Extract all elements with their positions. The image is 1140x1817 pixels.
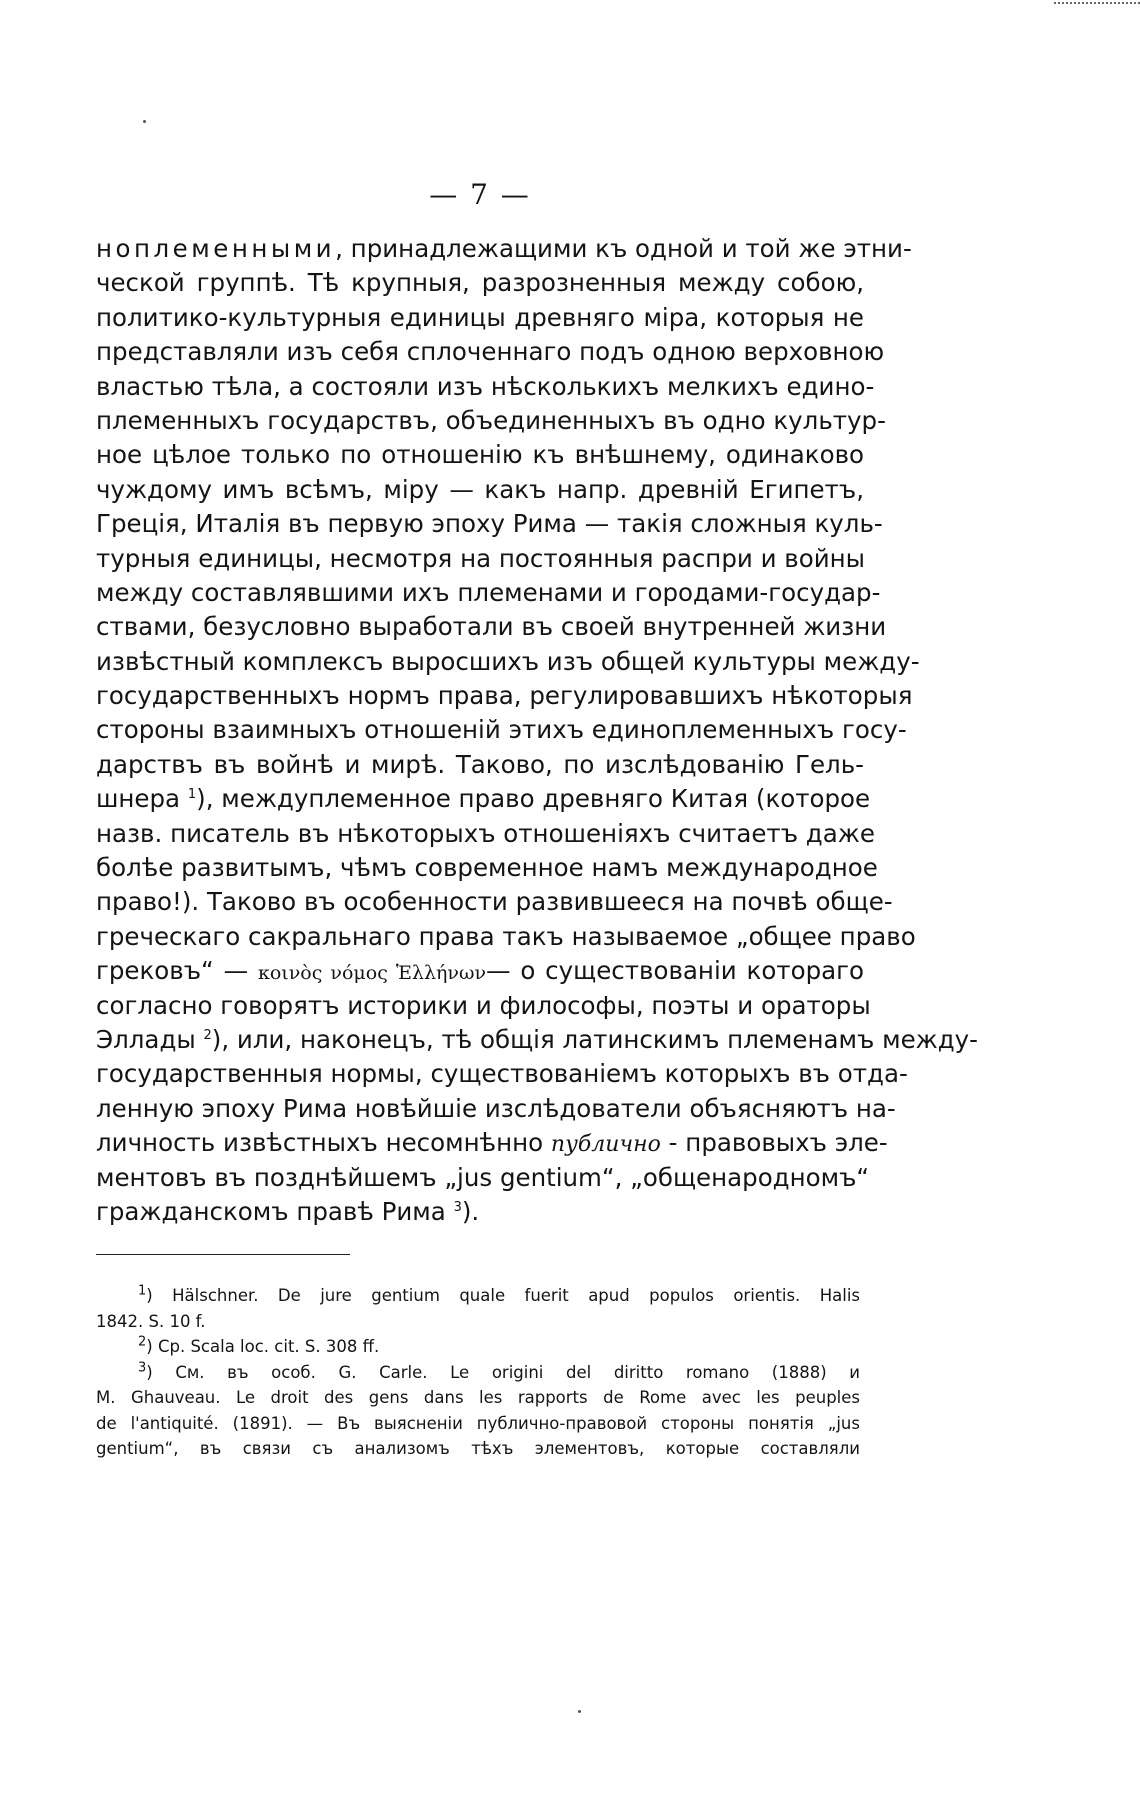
footnote-line [96, 1360, 860, 1386]
scan-speck [578, 1710, 581, 1713]
text-segment: - правовыхъ эле- [660, 1128, 888, 1158]
text-line: право!). Таково въ особенности развившееся на почвѣ обще- [96, 887, 893, 917]
main-text [96, 232, 978, 1229]
text-segment: личность извѣстныхъ несомнѣнно [96, 1128, 551, 1158]
footnote-line [96, 1334, 860, 1360]
text-line: стороны взаимныхъ отношеній этихъ единоплеменныхъ госу- [96, 715, 907, 745]
footnote-reference: 3 [453, 1199, 462, 1215]
italic-word: публично [550, 1132, 661, 1158]
footnote-text: ) Cp. Scala loc. cit. S. 308 ff. [146, 1337, 380, 1356]
footnote-reference: 2 [203, 1027, 212, 1043]
text-line: дарствъ въ войнѣ и мирѣ. Таково, по изслѣдованію Гель- [96, 749, 864, 779]
text-line: политико-культурныя единицы древняго міра, которыя не [96, 302, 864, 332]
footnote-marker: 2 [138, 1334, 147, 1350]
text-line [96, 1195, 864, 1229]
text-segment: , принадлежащими къ одной и той же этни- [335, 234, 912, 263]
footnote-line [96, 1436, 860, 1462]
text-line: ное цѣлое только по отношенію къ внѣшнему, одинаково [96, 440, 864, 470]
footnote-line [96, 1283, 860, 1309]
footnotes [96, 1283, 860, 1462]
text-line: племенныхъ государствъ, объединенныхъ въ одно культур- [96, 405, 886, 435]
text-line [96, 1023, 978, 1057]
page-number: — 7 — [429, 178, 531, 211]
text-line: властью тѣла, а состояли изъ нѣсколькихъ мелкихъ едино- [96, 371, 875, 401]
text-line: чуждому имъ всѣмъ, міру — какъ напр. древній Египетъ, [96, 474, 864, 504]
text-line: извѣстный комплексъ выросшихъ изъ общей культуры между- [96, 646, 920, 676]
footnote-text: M. Ghauveau. Le droit des gens dans les rapports de Rome avec les peuples [96, 1388, 860, 1407]
text-line: ческой группѣ. Тѣ крупныя, разрозненныя между собою, [96, 268, 864, 298]
text-segment: — о существованіи котораго [486, 956, 864, 986]
text-line: Греція, Италія въ первую эпоху Рима — такія сложныя куль- [96, 509, 883, 539]
text-segment: шнера [96, 784, 188, 814]
text-line: между составлявшими ихъ племенами и городами-государ- [96, 577, 881, 607]
text-segment: ), или, наконецъ, тѣ общія латинскимъ племенамъ между- [211, 1024, 978, 1054]
text-line: ствами, безусловно выработали въ своей внутренней жизни [96, 612, 887, 642]
footnote-line [96, 1385, 860, 1411]
footnote-divider [96, 1254, 350, 1255]
footnote-reference: 1 [187, 787, 197, 803]
spaced-word: ноплеменными [96, 234, 336, 263]
footnote-text: de l'antiquité. (1891). — Въ выясненіи публично-правовой стороны понятія „jus [96, 1413, 860, 1433]
text-segment: ), междуплеменное право древняго Китая (которое [196, 784, 871, 814]
text-line: болѣе развитымъ, чѣмъ современное намъ международное [96, 853, 878, 883]
text-segment: гражданскомъ правѣ Рима [96, 1196, 454, 1226]
footnote-line [96, 1309, 860, 1335]
scan-speck [143, 120, 146, 123]
text-line [96, 782, 871, 816]
text-segment: Эллады [96, 1024, 204, 1054]
text-line [96, 1126, 888, 1160]
text-segment: грековъ“ — [96, 956, 258, 986]
text-line: представляли изъ себя сплоченнаго подъ одною верховною [96, 337, 885, 367]
footnote-text: ) См. въ особ. G. Carle. Le origini del diritto romano (1888) и [146, 1362, 860, 1382]
footnote-text: 1842. S. 10 f. [96, 1311, 206, 1331]
text-line: турныя единицы, несмотря на постоянныя распри и войны [96, 543, 866, 573]
text-segment: ). [461, 1196, 480, 1226]
scan-edge-mark [1054, 2, 1140, 7]
text-line: согласно говорятъ историки и философы, поэты и ораторы [96, 990, 871, 1020]
text-line: государственныхъ нормъ права, регулировавшихъ нѣкоторыя [96, 681, 913, 711]
text-line: назв. писатель въ нѣкоторыхъ отношеніяхъ считаетъ даже [96, 818, 875, 848]
text-line: греческаго сакральнаго права такъ называемое „общее право [96, 921, 916, 951]
footnote-text: gentium“, въ связи съ анализомъ тѣхъ элементовъ, которые составляли [96, 1439, 860, 1458]
text-line: ленную эпоху Рима новѣйшіе изслѣдователи объясняютъ на- [96, 1093, 896, 1123]
text-line [96, 232, 912, 266]
footnote-line [96, 1411, 860, 1437]
text-line: государственныя нормы, существованіемъ которыхъ въ отда- [96, 1059, 908, 1089]
text-line [96, 954, 864, 988]
text-line: ментовъ въ позднѣйшемъ „jus gentium“, „общенародномъ“ [96, 1162, 870, 1192]
footnote-marker: 3 [138, 1360, 147, 1375]
footnote-text: ) Hälschner. De jure gentium quale fuerit apud populos orientis. Halis [146, 1286, 860, 1305]
footnote-marker: 1 [138, 1283, 147, 1299]
greek-phrase: κοινὸς νόμος Ἑλλήνων [257, 962, 486, 985]
